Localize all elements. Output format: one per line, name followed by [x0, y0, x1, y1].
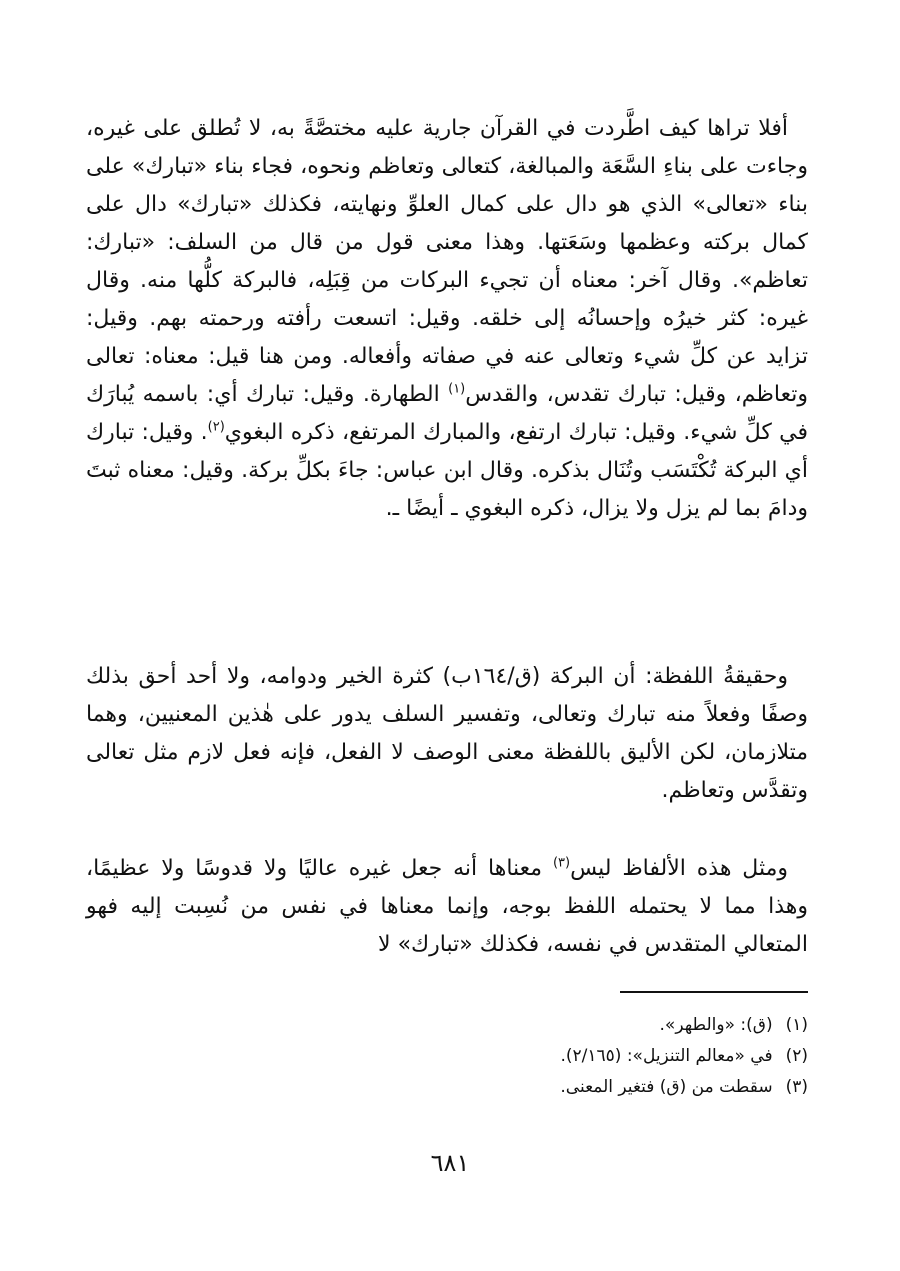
- paragraph-text: [86, 850, 808, 964]
- footnote-text: في «معالم التنزيل»: (٢/١٦٥).: [560, 1046, 773, 1066]
- footnote-number: (٣): [785, 1077, 808, 1097]
- footnotes: [86, 1010, 808, 1103]
- paragraph-segment: أفلا تراها كيف اطَّردت في القرآن جارية عليه مختصَّةً به، لا تُطلق على غيره، وجاءت على بناءِ السَّعَة والمبالغة، كتعالى وتعاظم ونحوه، فجاء بناء «تبارك» على بناء «تعالى» الذي هو دال على كمال العلوِّ ونهايته، فكذلك «تبارك» دال على كمال بركته وعظمها وسَعَتها. وهذا معنى قول من قال من السلف: «تبارك: تعاظم». وقال آخر: معناه أن تجيء البركات من قِبَلِه، فالبركة كلُّها منه. وقال غيره: كثر خيرُه وإحسانُه إلى خلقه. وقيل: اتسعت رأفته ورحمته بهم. وقيل: تزايد عن كلِّ شيء وتعالى عنه في صفاته وأفعاله. ومن هنا قيل: معناه: تعالى وتعاظم، وقيل: تبارك تقدس، والقدس: [86, 116, 808, 407]
- footnote-3: [86, 1072, 808, 1103]
- body-paragraph-1: [86, 110, 808, 528]
- body-paragraph-3: [86, 850, 808, 964]
- footnote-number: (١): [785, 1015, 808, 1035]
- footnote-separator: [620, 991, 808, 993]
- footnote-marker-2[interactable]: (٢): [207, 419, 225, 435]
- footnote-text: سقطت من (ق) فتغير المعنى.: [560, 1077, 773, 1097]
- paragraph-text: وحقيقةُ اللفظة: أن البركة (ق/١٦٤ب) كثرة الخير ودوامه، ولا أحد أحق بذلك وصفًا وفعلاً منه تبارك وتعالى، وتفسير السلف يدور على هٰذين المعنيين، وهما متلازمان، لكن الأليق باللفظة معنى الوصف لا الفعل، فإنه فعل لازم مثل تعالى وتقدَّس وتعاظم.: [86, 664, 808, 803]
- page-number: ٦٨١: [430, 1149, 470, 1177]
- body-paragraph-2: [86, 658, 808, 810]
- paragraph-segment: معناها أنه جعل غيره عاليًا ولا قدوسًا ولا عظيمًا، وهذا مما لا يحتمله اللفظ بوجه، وإنما معناها في نفس من نُسِبت إليه فهو المتعالي المتقدس في نفسه، فكذلك «تبارك» لا: [86, 856, 808, 957]
- footnote-2: [86, 1041, 808, 1072]
- paragraph-segment: الطهارة. وقيل: تبارك أي: باسمه يُبارَك في كلِّ شيء. وقيل: تبارك ارتفع، والمبارك المرتفع، ذكره البغوي: [86, 382, 808, 445]
- footnote-text: (ق): «والطهر».: [659, 1015, 773, 1035]
- paragraph-segment: . وقيل: تبارك أي البركة تُكْتَسَب وتُنَال بذكره. وقال ابن عباس: جاءَ بكلِّ بركة. وقيل: معناه ثبتَ ودامَ بما لم يزل ولا يزال، ذكره البغوي ـ أيضًا ـ.: [86, 420, 808, 521]
- paragraph-segment: ومثل هذه الألفاظ ليس: [570, 856, 788, 881]
- footnote-number: (٢): [785, 1046, 808, 1066]
- paragraph-text: [86, 110, 808, 528]
- footnote-marker-1[interactable]: (١): [448, 381, 466, 397]
- footnote-marker-3[interactable]: (٣): [552, 855, 571, 871]
- footnote-1: [86, 1010, 808, 1041]
